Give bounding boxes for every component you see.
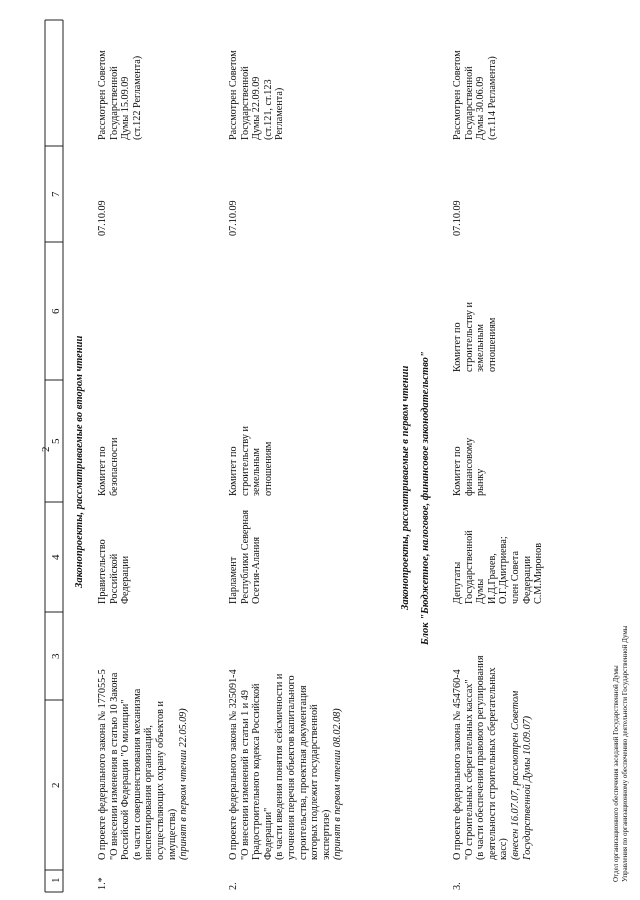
status: Рассмотрен Советом Государственной Думы 15.09.09 (ст.122 Регламента)	[97, 50, 143, 140]
date: 07.10.09	[97, 200, 108, 236]
bill-description	[97, 620, 190, 860]
bill-note: (принят в первом чтении 22.05.09)	[178, 708, 190, 860]
column-header-5: 5	[50, 438, 62, 444]
column-header-6: 6	[50, 308, 62, 314]
bill-title: О проекте федерального закона № 177055-5 "О внесении изменения в статью 10 Закона Российской Федерации "О милиции" (в части совершенствования механизма инспектирования организаций, осуществляющих охрану объектов и имущества)	[97, 669, 178, 860]
status: Рассмотрен Советом Государственной Думы 22.09.09 (ст.121, ст.123 Регламента)	[228, 50, 286, 140]
initiator: Правительство Российской Федерации	[97, 539, 132, 604]
date: 07.10.09	[228, 200, 239, 236]
column-header-3: 3	[50, 653, 62, 659]
initiator: Парламент Республики Северная Осетия-Алания	[228, 509, 263, 604]
row-number: 3.	[452, 882, 463, 890]
bill-title: О проекте федерального закона № 454760-4 "О строительных сберегательных кассах" (в части обеспечения правового регулирования деятельности строительных сберегательных касс)	[452, 655, 510, 860]
responsible-committee: Комитет по строительству и земельным отношениям	[228, 426, 274, 496]
column-header-4: 4	[50, 554, 62, 560]
initiator: Депутаты Государственной Думы И.Д.Грачев, О.Г.Дмитриева; член Совета Федерации С.М.Миронов	[452, 530, 545, 604]
bill-description	[452, 620, 533, 860]
column-header-1: 1	[50, 877, 62, 883]
column-header-7: 7	[50, 191, 62, 197]
bill-note: (принят в первом чтении 08.02.08)	[332, 708, 344, 860]
row-number: 1.*	[97, 877, 108, 890]
date: 07.10.09	[452, 200, 463, 236]
footer-line-2: Управления по организационному обеспечению деятельности Государственной Думы	[621, 625, 629, 882]
bill-note: (внесен 16.07.07, рассмотрен Советом Государственной Думы 10.09.07)	[509, 690, 533, 860]
page-number: 2	[40, 446, 52, 452]
row-number: 2.	[228, 882, 239, 890]
bill-description	[228, 620, 344, 860]
bill-title: О проекте федерального закона № 325091-4 "О внесении изменений в статьи 1 и 49 Градостроительного кодекса Российской Федерации" (в части введения понятия сейсмичности и уточнения перечня объектов капитального строительства, проектная документация которых подлежит государственной экспертизе)	[228, 669, 332, 860]
status: Рассмотрен Советом Государственной Думы 30.06.09 (ст.114 Регламента)	[452, 50, 498, 140]
co-committee: Комитет по строительству и земельным отношениям	[452, 302, 498, 372]
responsible-committee: Комитет по финансовому рынку	[452, 437, 487, 496]
column-header-2: 2	[50, 782, 62, 788]
block-title: Блок "Бюджетное, налоговое, финансовое законодательство"	[420, 351, 431, 645]
section-first-reading: Законопроекты, рассматриваемые в первом чтении	[400, 365, 411, 610]
footer-line-1: Отдел организационного обеспечения заседаний Государственной Думы	[612, 665, 620, 882]
section-second-reading: Законопроекты, рассматриваемые во втором чтении	[74, 335, 85, 588]
responsible-committee: Комитет по безопасности	[97, 437, 120, 496]
